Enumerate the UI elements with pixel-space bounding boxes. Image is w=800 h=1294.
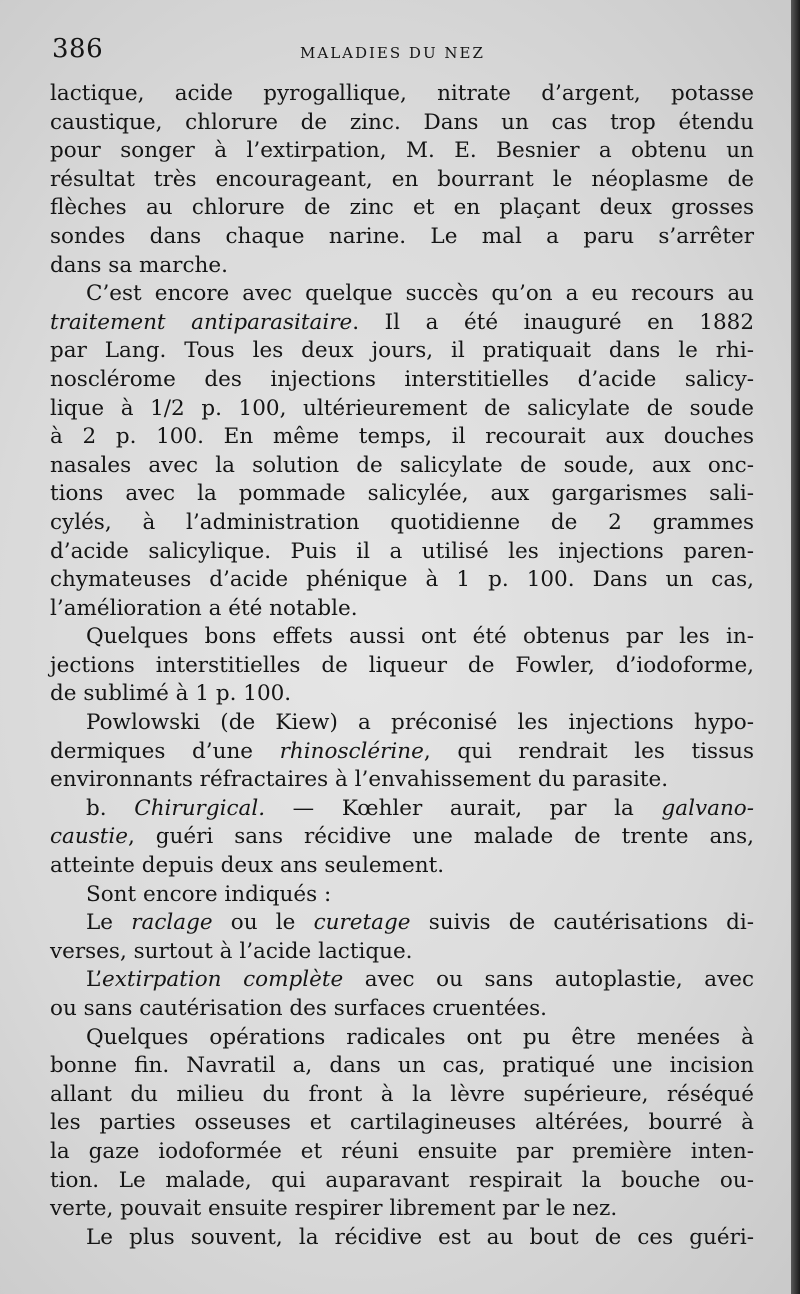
text-segment: allant du milieu du front à la lèvre supérieure, réséqué: [50, 1081, 754, 1107]
text-segment: bonne fin. Navratil a, dans un cas, pratiqué une incision: [50, 1053, 754, 1079]
text-segment: C’est encore avec quelque succès qu’on a eu recours au: [86, 281, 754, 307]
text-segment: par Lang. Tous les deux jours, il pratiquait dans le rhi-: [50, 338, 754, 364]
text-line: [50, 309, 754, 338]
text-line: [50, 252, 754, 281]
text-line: [50, 194, 754, 223]
text-segment: Quelques bons effets aussi ont été obtenus par les in-: [86, 624, 754, 650]
text-line: [50, 395, 754, 424]
text-line: [50, 137, 754, 166]
text-segment: ou le: [212, 910, 314, 936]
text-line: [50, 1052, 754, 1081]
italic-text: curetage: [313, 910, 411, 936]
italic-text: rhinosclérine: [279, 738, 424, 764]
page-header: [52, 34, 752, 70]
text-segment: nosclérome des injections interstitielles d’acide salicy-: [50, 366, 754, 392]
text-segment: sondes dans chaque narine. Le mal a paru s’arrêter: [50, 223, 754, 249]
text-segment: nasales avec la solution de salicylate de soude, aux onc-: [50, 452, 754, 478]
italic-text: raclage: [131, 910, 213, 936]
text-segment: , qui rendrait les tissus: [423, 738, 754, 764]
text-line: [50, 823, 754, 852]
text-segment: Le: [86, 910, 132, 936]
text-segment: chymateuses d’acide phénique à 1 p. 100. Dans un cas,: [50, 567, 754, 593]
text-segment: caustique, chlorure de zinc. Dans un cas trop étendu: [50, 109, 754, 135]
text-segment: tions avec la pommade salicylée, aux gargarismes sali-: [50, 481, 754, 507]
text-segment: à 2 p. 100. En même temps, il recourait aux douches: [50, 424, 754, 450]
text-line: [50, 795, 754, 824]
text-segment: lactique, acide pyrogallique, nitrate d’argent, potasse: [50, 81, 754, 106]
text-line: [50, 852, 754, 881]
text-line: [50, 995, 754, 1024]
text-line: [50, 1138, 754, 1167]
italic-text: traitement antiparasitaire: [50, 309, 353, 335]
text-line: [50, 680, 754, 709]
text-line: [50, 766, 754, 795]
text-segment: la gaze iodoformée et réuni ensuite par première inten-: [50, 1138, 754, 1164]
text-segment: atteinte depuis deux ans seulement.: [50, 853, 445, 879]
text-line: [50, 80, 754, 109]
text-line: [50, 223, 754, 252]
text-segment: de sublimé à 1 p. 100.: [50, 681, 292, 707]
text-segment: ou sans cautérisation des surfaces cruentées.: [50, 996, 548, 1021]
text-segment: . Il a été inauguré en 1882: [352, 309, 755, 335]
text-segment: Sont encore indiqués :: [86, 881, 332, 907]
text-line: [50, 423, 754, 452]
text-line: [50, 652, 754, 681]
text-line: [50, 1167, 754, 1196]
text-line: [50, 709, 754, 738]
text-line: [50, 738, 754, 767]
text-segment: environnants réfractaires à l’envahissement du parasite.: [50, 767, 669, 793]
text-segment: avec ou sans autoplastie, avec: [343, 967, 754, 993]
text-segment: , guéri sans récidive une malade de trente ans,: [127, 824, 754, 850]
text-segment: flèches au chlorure de zinc et en plaçant deux grosses: [50, 195, 754, 221]
text-line: [50, 881, 754, 910]
text-line: [50, 280, 754, 309]
text-segment: cylés, à l’administration quotidienne de 2 grammes: [50, 509, 754, 535]
text-segment: — Kœhler aurait, par la: [265, 795, 662, 821]
text-segment: Powlowski (de Kiew) a préconisé les injections hypo-: [86, 710, 754, 736]
text-line: [50, 366, 754, 395]
italic-text: caustie: [50, 824, 128, 850]
text-segment: les parties osseuses et cartilagineuses altérées, bourré à: [50, 1110, 754, 1136]
text-line: [50, 966, 754, 995]
text-line: [50, 109, 754, 138]
text-line: [50, 938, 754, 967]
text-line: [50, 1024, 754, 1053]
text-segment: d’acide salicylique. Puis il a utilisé les injections paren-: [50, 538, 754, 564]
text-segment: tion. Le malade, qui auparavant respirait la bouche ou-: [50, 1167, 754, 1193]
page-number: 386: [52, 34, 104, 64]
text-line: [50, 166, 754, 195]
text-line: [50, 1109, 754, 1138]
running-head: MALADIES DU NEZ: [300, 44, 485, 62]
text-line: [50, 1224, 754, 1253]
text-segment: Le plus souvent, la récidive est au bout de ces guéri-: [86, 1224, 754, 1250]
text-line: [50, 480, 754, 509]
italic-text: galvano-: [661, 795, 755, 821]
text-line: [50, 452, 754, 481]
text-line: [50, 337, 754, 366]
text-segment: Quelques opérations radicales ont pu être menées à: [86, 1024, 754, 1050]
body-text: [50, 80, 754, 1252]
text-segment: verte, pouvait ensuite respirer librement par le nez.: [50, 1196, 618, 1222]
text-line: [50, 566, 754, 595]
text-segment: lique à 1/2 p. 100, ultérieurement de salicylate de soude: [50, 395, 754, 421]
text-segment: dermiques d’une: [50, 738, 280, 764]
text-line: [50, 1081, 754, 1110]
text-segment: pour songer à l’extirpation, M. E. Besnier a obtenu un: [50, 138, 754, 164]
text-line: [50, 623, 754, 652]
text-segment: résultat très encourageant, en bourrant le néoplasme de: [50, 166, 754, 192]
text-line: [50, 595, 754, 624]
text-segment: dans sa marche.: [50, 252, 228, 278]
text-segment: jections interstitielles de liqueur de Fowler, d’iodoforme,: [50, 652, 754, 678]
text-line: [50, 538, 754, 567]
text-line: [50, 509, 754, 538]
text-segment: b.: [86, 795, 135, 821]
page-edge-shadow: [791, 0, 800, 1294]
italic-text: extirpation complète: [101, 967, 344, 993]
italic-text: Chirurgical.: [134, 795, 266, 821]
text-segment: l’amélioration a été notable.: [50, 595, 358, 621]
text-line: [50, 1195, 754, 1224]
text-segment: verses, surtout à l’acide lactique.: [50, 938, 413, 964]
text-line: [50, 909, 754, 938]
text-segment: L’: [86, 967, 102, 993]
text-segment: suivis de cautérisations di-: [410, 910, 754, 936]
